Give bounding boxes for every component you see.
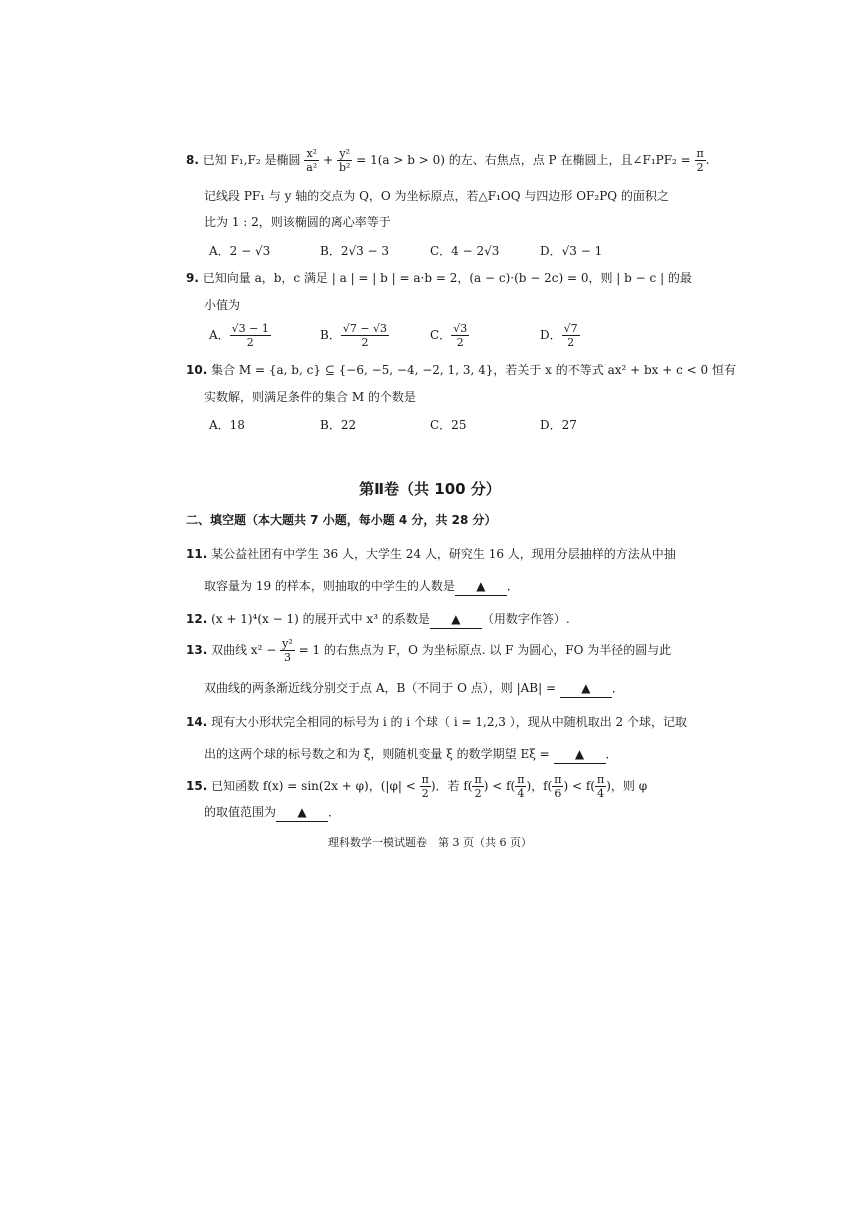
q14-answer-blank[interactable] — [554, 745, 606, 764]
q8-option-c: C．4 − 2√3 — [430, 244, 500, 258]
q11-line2-text: 取容量为 19 的样本，则抽取的中学生的人数是 — [204, 579, 455, 593]
q15-f2-num: π — [474, 773, 482, 786]
q9-option-a-num: √3 − 1 — [231, 322, 269, 335]
q9-option-b — [320, 322, 389, 349]
q13-post: = 1 的右焦点为 F，O 为坐标原点. 以 F 为圆心，FO 为半径的圆与此 — [294, 643, 672, 657]
q15-part6: )，则 φ — [606, 779, 648, 793]
q10-option-d: D．27 — [540, 418, 577, 432]
q13-line2-text: 双曲线的两条渐近线分别交于点 A，B（不同于 O 点），则 |AB| = — [204, 681, 560, 695]
triangle-icon: ▲ — [476, 579, 486, 593]
q15-part4: )，f( — [526, 779, 553, 793]
q8-angle-num: π — [696, 147, 704, 160]
q9-option-a — [209, 322, 271, 349]
q9-text: 已知向量 a，b，c 满足 | a | = | b | = a·b = 2，(a − c)·(b − 2c) = 0，则 | b − c | 的最 — [202, 271, 692, 285]
q8-intro: 已知 F₁,F₂ 是椭圆 — [202, 153, 301, 167]
q9-line2: 小值为 — [204, 298, 241, 312]
q9-option-b-num: √7 − √3 — [342, 322, 388, 335]
q10-number: 10. — [186, 363, 208, 377]
q14-line2-text: 出的这两个球的标号数之和为 ξ，则随机变量 ξ 的数学期望 Eξ = — [204, 747, 554, 761]
q9-line1 — [186, 269, 692, 287]
q15-line2 — [204, 803, 340, 822]
q11-text: 某公益社团有中学生 36 人，大学生 24 人，研究生 16 人，现用分层抽样的方法从中抽 — [211, 547, 676, 561]
q8-end: . — [705, 153, 710, 167]
q12-end: （用数字作答）. — [481, 612, 570, 626]
q8-line1 — [186, 147, 710, 174]
q12-answer-blank[interactable] — [430, 610, 482, 629]
q15-answer-blank[interactable] — [276, 803, 328, 822]
q9-number: 9. — [186, 271, 199, 285]
q15-f4-den: 6 — [554, 787, 562, 800]
q15-f1-den: 2 — [421, 787, 429, 800]
q9-option-d-den: 2 — [567, 336, 575, 349]
q11-end: ． — [506, 579, 519, 593]
q15-number: 15. — [186, 779, 208, 793]
triangle-icon: ▲ — [297, 805, 307, 819]
q8-plus: + — [319, 153, 337, 167]
q8-frac1-den: a² — [306, 161, 318, 174]
q9-option-c — [430, 322, 469, 349]
q13-line2 — [204, 679, 624, 698]
q9-option-b-den: 2 — [361, 336, 369, 349]
q15-part1: 已知函数 f(x) = sin(2x + φ)，(|φ| < — [211, 779, 420, 793]
q15-part3: ) < f( — [483, 779, 516, 793]
triangle-icon: ▲ — [574, 747, 585, 761]
triangle-icon: ▲ — [451, 612, 461, 626]
q14-number: 14. — [186, 715, 208, 729]
q14-line2 — [204, 745, 618, 764]
q14-line1 — [186, 713, 687, 731]
q11-line2 — [204, 577, 519, 596]
q14-end: ． — [605, 747, 618, 761]
q11-number: 11. — [186, 547, 208, 561]
q12-number: 12. — [186, 612, 208, 626]
q8-frac2-num: y² — [337, 147, 352, 161]
q10-line1 — [186, 361, 736, 379]
q15-line1 — [186, 773, 647, 800]
q8-condition: = 1(a > b > 0) 的左、右焦点，点 P 在椭圆上，且∠F₁PF₂ = — [352, 153, 695, 167]
q8-line3: 比为 1 : 2，则该椭圆的离心率等于 — [204, 215, 391, 229]
q11-answer-blank[interactable] — [455, 577, 507, 596]
q14-text: 现有大小形状完全相同的标号为 i 的 i 个球（ i = 1,2,3 ），现从中随机取出 2 个球，记取 — [211, 715, 687, 729]
q8-fraction-y — [337, 147, 352, 174]
q8-option-a: A．2 − √3 — [209, 244, 271, 258]
q10-text: 集合 M = {a, b, c} ⊆ {−6, −5, −4, −2, 1, 3, 4}，若关于 x 的不等式 ax² + bx + c < 0 恒有 — [211, 363, 736, 377]
q15-f5-den: 4 — [597, 787, 605, 800]
q13-line1 — [186, 637, 671, 664]
q9-option-a-den: 2 — [246, 336, 254, 349]
q13-fraction — [280, 637, 295, 664]
q15-end: ． — [328, 805, 341, 819]
part-heading: 二、填空题（本大题共 7 小题，每小题 4 分，共 28 分） — [186, 513, 497, 527]
q9-option-c-label: C． — [430, 328, 452, 342]
q10-option-b: B．22 — [320, 418, 357, 432]
q13-end: ． — [611, 681, 624, 695]
q15-f3-den: 4 — [517, 787, 525, 800]
q8-fraction-x — [304, 147, 319, 174]
q15-f3-num: π — [517, 773, 525, 786]
q10-option-a: A．18 — [209, 418, 245, 432]
q13-frac-den: 3 — [283, 651, 291, 664]
q15-part5: ) < f( — [563, 779, 595, 793]
q8-frac1-num: x² — [304, 147, 319, 161]
section-title: 第Ⅱ卷（共 100 分） — [359, 480, 501, 498]
q8-option-b: B．2√3 − 3 — [320, 244, 390, 258]
q9-option-c-den: 2 — [456, 336, 464, 349]
q15-part2: )．若 f( — [430, 779, 473, 793]
q8-number: 8. — [186, 153, 199, 167]
q9-option-a-label: A． — [209, 328, 230, 342]
q12-line1 — [186, 610, 570, 629]
q9-option-d-label: D． — [540, 328, 562, 342]
triangle-icon: ▲ — [581, 681, 591, 695]
q9-option-d-num: √7 — [563, 322, 578, 335]
q13-number: 13. — [186, 643, 208, 657]
q15-f4-num: π — [554, 773, 562, 786]
q13-frac-num: y² — [282, 637, 293, 650]
q9-option-c-num: √3 — [453, 322, 468, 335]
q15-line2-text: 的取值范围为 — [204, 805, 277, 819]
q8-option-d: D．√3 − 1 — [540, 244, 603, 258]
q8-line2: 记线段 PF₁ 与 y 轴的交点为 Q，O 为坐标原点，若△F₁OQ 与四边形 OF₂PQ 的面积之 — [204, 189, 669, 203]
q9-option-d — [540, 322, 580, 349]
q10-line2: 实数解，则满足条件的集合 M 的个数是 — [204, 390, 416, 404]
q9-option-b-label: B． — [320, 328, 341, 342]
q15-f1-num: π — [421, 773, 429, 786]
q10-option-c: C．25 — [430, 418, 467, 432]
q13-answer-blank[interactable] — [560, 679, 612, 698]
q8-angle-fraction — [695, 147, 706, 174]
q15-f2-den: 2 — [474, 787, 482, 800]
q11-line1 — [186, 545, 676, 563]
q13-pre: 双曲线 x² − — [211, 643, 281, 657]
q8-frac2-den: b² — [338, 161, 351, 174]
q8-angle-den: 2 — [696, 161, 704, 174]
page-footer: 理科数学一模试题卷 第 3 页（共 6 页） — [328, 836, 532, 849]
q12-text: (x + 1)⁴(x − 1) 的展开式中 x³ 的系数是 — [211, 612, 430, 626]
q15-f5-num: π — [596, 773, 605, 786]
